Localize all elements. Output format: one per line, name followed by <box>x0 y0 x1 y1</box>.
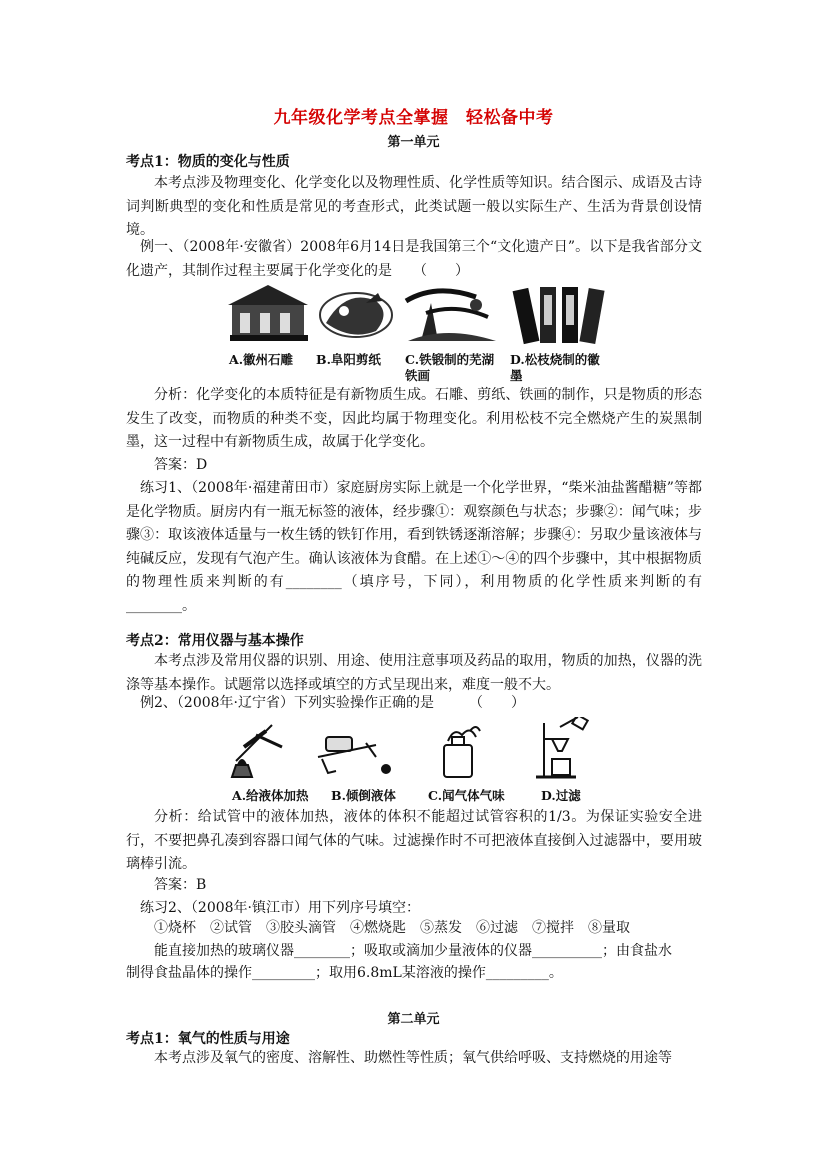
example-1: 例一、（2008年·安徽省）2008年6月14日是我国第三个“文化遗产日”。以下是我省部分文化遗产，其制作过程主要属于化学变化的是 （ ） <box>126 239 702 279</box>
iron-painting-image <box>406 291 496 341</box>
option-2c: C.闻气体气味 <box>428 788 505 803</box>
exercise-2-intro: 练习2、（2008年·镇江市）用下列序号填空： <box>140 900 420 916</box>
option-2b: B.倾倒液体 <box>331 788 396 803</box>
answer-1: 答案：D <box>154 457 208 473</box>
unit-1-label: 第一单元 <box>387 135 440 150</box>
analysis-1: 分析：化学变化的本质特征是有新物质生成。石雕、剪纸、铁画的制作，只是物质的形态发生了改变，而物质的种类不变，因此均属于物理变化。利用松枝不完全燃烧产生的炭黑制墨，这一过程中有新物质生成，故属于化学变化。 <box>126 387 702 450</box>
filtration-image <box>536 717 588 777</box>
heating-liquid-image <box>232 725 282 777</box>
exercise-2-question-2: 制得食盐晶体的操作_________；取用6.8mL某溶液的操作_________。 <box>126 965 563 981</box>
document-title: 九年级化学考点全掌握 轻松备中考 <box>273 108 554 128</box>
option-2a: A.给液体加热 <box>232 788 309 803</box>
exercise-2-question-1: 能直接加热的玻璃仪器________；吸取或滴加少量液体的仪器__________；由食盐水 <box>154 943 672 959</box>
pouring-liquid-image <box>318 737 390 773</box>
heritage-figure <box>226 283 616 345</box>
paper-cut-image <box>320 293 392 337</box>
answer-2: 答案：B <box>154 877 207 893</box>
example-2: 例2、（2008年·辽宁省）下列实验操作正确的是 （ ） <box>140 695 525 711</box>
point-1-intro: 本考点涉及物理变化、化学变化以及物理性质、化学性质等知识。结合图示、成语及古诗词判断典型的变化和性质是常见的考查形式，此类试题一般以实际生产、生活为背景创设情境。 <box>126 175 702 238</box>
option-1b: B.阜阳剪纸 <box>316 352 381 367</box>
option-1d: D.松枝烧制的徽墨 <box>510 352 600 383</box>
option-1c: C.铁锻制的芜湖铁画 <box>405 352 495 383</box>
point-2-heading: 考点2：常用仪器与基本操作 <box>126 633 304 649</box>
option-1a: A.徽州石雕 <box>229 352 294 367</box>
option-2d: D.过滤 <box>541 788 581 803</box>
smelling-gas-image <box>444 727 480 777</box>
exercise-1: 练习1、（2008年·福建莆田市）家庭厨房实际上就是一个化学世界，“柴米油盐酱醋糖”等都是化学物质。厨房内有一瓶无标签的液体，经步骤①：观察颜色与状态；步骤②：闻气味；步骤③：取该液体适量与一枚生锈的铁钉作用，看到铁锈逐渐溶解；步骤④：另取少量该液体与纯碱反应，发现有气泡产生。确认该液体为食醋。在上述①～④的四个步骤中，其中根据物质的物理性质来判断的有________（填序号，下同），利用物质的化学性质来判断的有________。 <box>126 480 702 614</box>
point-1-heading: 考点1：物质的变化与性质 <box>126 154 290 170</box>
stone-carving-image <box>228 285 308 341</box>
lab-operations-figure <box>226 717 606 781</box>
unit-2-point-1-intro: 本考点涉及氧气的密度、溶解性、助燃性等性质；氧气供给呼吸、支持燃烧的用途等 <box>154 1050 672 1066</box>
ink-stick-image <box>513 287 605 344</box>
unit-2-point-1-heading: 考点1：氧气的性质与用途 <box>126 1031 290 1047</box>
exercise-2-items: ①烧杯 ②试管 ③胶头滴管 ④燃烧匙 ⑤蒸发 ⑥过滤 ⑦搅拌 ⑧量取 <box>154 920 630 936</box>
analysis-2: 分析：给试管中的液体加热，液体的体积不能超过试管容积的1/3。为保证实验安全进行，不要把鼻孔凑到容器口闻气体的气味。过滤操作时不可把液体直接倒入过滤器中，要用玻璃棒引流。 <box>126 809 702 872</box>
point-2-intro: 本考点涉及常用仪器的识别、用途、使用注意事项及药品的取用，物质的加热，仪器的洗涤等基本操作。试题常以选择或填空的方式呈现出来，难度一般不大。 <box>126 653 702 693</box>
unit-2-label: 第二单元 <box>387 1012 440 1027</box>
